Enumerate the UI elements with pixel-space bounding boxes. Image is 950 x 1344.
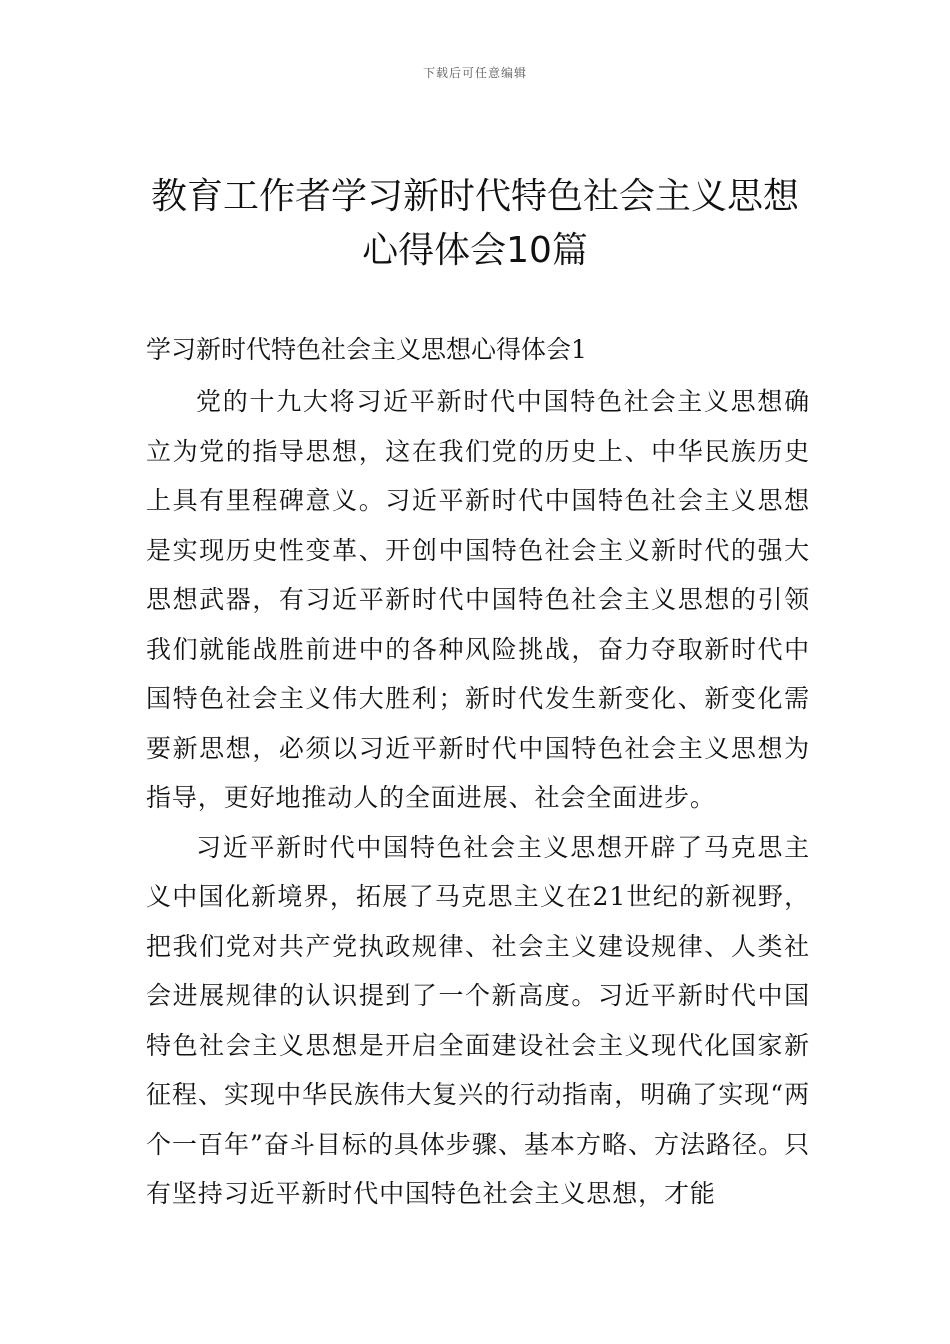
document-title-line-2: 心得体会10篇	[362, 230, 588, 271]
header-note: 下载后可任意编辑	[422, 66, 527, 80]
paragraph-1: 党的十九大将习近平新时代中国特色社会主义思想确立为党的指导思想，这在我们党的历史上、中华民族历史上具有里程碑意义。习近平新时代中国特色社会主义思想是实现历史性变革、开创中国特色社会主义新时代的强大思想武器，有习近平新时代中国特色社会主义思想的引领我们就能战胜前进中的各种风险挑战，奋力夺取新时代中国特色社会主义伟大胜利；新时代发生新变化、新变化需要新思想，必须以习近平新时代中国特色社会主义思想为指导，更好地推动人的全面进展、社会全面进步。	[146, 387, 810, 812]
document-title-line-1: 教育工作者学习新时代特色社会主义思想	[150, 176, 799, 217]
section-heading: 学习新时代特色社会主义思想心得体会1	[146, 335, 587, 364]
document-title	[100, 170, 850, 278]
paragraph-2: 习近平新时代中国特色社会主义思想开辟了马克思主义中国化新境界，拓展了马克思主义在21世纪的新视野，把我们党对共产党执政规律、社会主义建设规律、人类社会进展规律的认识提到了一个新高度。习近平新时代中国特色社会主义思想是开启全面建设社会主义现代化国家新征程、实现中华民族伟大复兴的行动指南，明确了实现“两个一百年”奋斗目标的具体步骤、基本方略、方法路径。只有坚持习近平新时代中国特色社会主义思想，才能	[146, 832, 810, 1208]
document-body	[146, 377, 810, 1219]
